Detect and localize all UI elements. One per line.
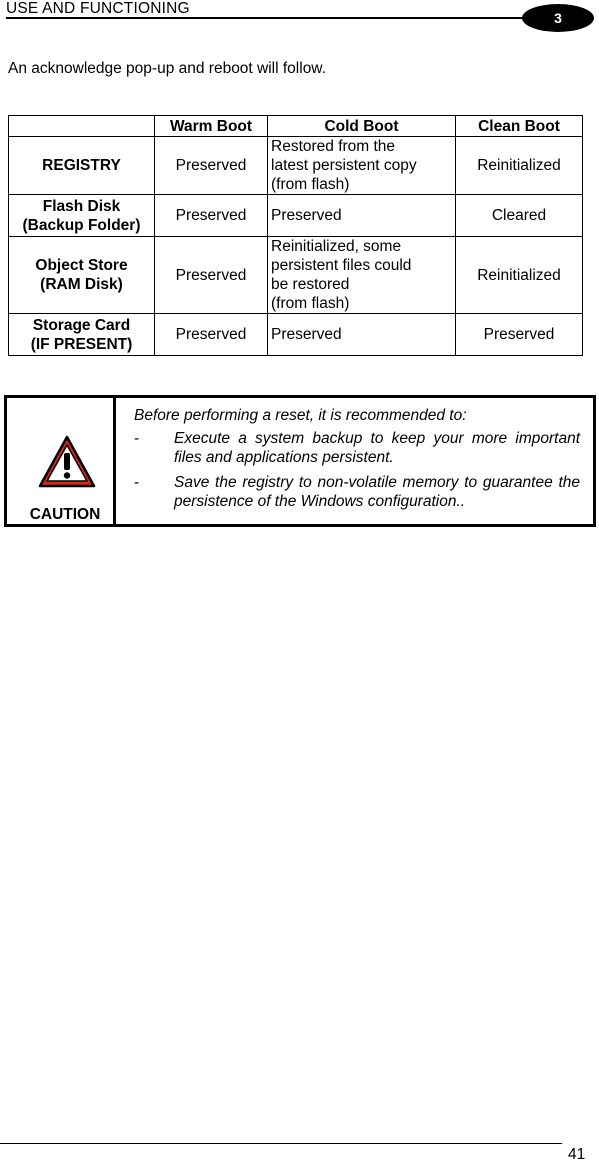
warm-boot-cell: Preserved xyxy=(155,237,268,314)
header-title: USE AND FUNCTIONING xyxy=(6,0,190,17)
list-item xyxy=(134,429,580,467)
table-row xyxy=(9,237,583,314)
cold-boot-cell: Restored from the latest persistent copy (from flash) xyxy=(268,137,456,195)
warm-boot-cell: Preserved xyxy=(155,314,268,356)
row-label: Storage Card (IF PRESENT) xyxy=(9,314,155,356)
table-row xyxy=(9,314,583,356)
warm-boot-cell: Preserved xyxy=(155,195,268,237)
list-item xyxy=(134,473,580,511)
intro-text: An acknowledge pop-up and reboot will follow. xyxy=(8,60,326,77)
cold-boot-cell: Preserved xyxy=(268,314,456,356)
caution-divider xyxy=(113,398,116,527)
row-label: REGISTRY xyxy=(9,137,155,195)
caution-label: CAUTION xyxy=(29,506,101,523)
list-item-text: Execute a system backup to keep your more important files and applications persistent. xyxy=(174,430,580,466)
column-header: Clean Boot xyxy=(456,116,583,137)
caution-text xyxy=(134,406,580,517)
clean-boot-cell: Preserved xyxy=(456,314,583,356)
clean-boot-cell: Cleared xyxy=(456,195,583,237)
caution-box xyxy=(4,395,596,527)
column-header xyxy=(9,116,155,137)
footer-rule xyxy=(0,1143,562,1144)
column-header: Warm Boot xyxy=(155,116,268,137)
row-label: Flash Disk (Backup Folder) xyxy=(9,195,155,237)
chapter-badge: 3 xyxy=(522,4,594,32)
cold-boot-cell: Preserved xyxy=(268,195,456,237)
list-item-text: Save the registry to non-volatile memory to guarantee the persistence of the Windows configuration.. xyxy=(174,474,580,510)
warm-boot-cell: Preserved xyxy=(155,137,268,195)
warning-triangle-icon xyxy=(37,434,97,490)
page-number: 41 xyxy=(568,1146,586,1163)
list-bullet: - xyxy=(134,430,140,447)
caution-intro: Before performing a reset, it is recommended to: xyxy=(134,407,467,424)
table-row xyxy=(9,137,583,195)
table-header-row xyxy=(9,116,583,137)
header-rule xyxy=(6,17,536,19)
clean-boot-cell: Reinitialized xyxy=(456,237,583,314)
row-label: Object Store (RAM Disk) xyxy=(9,237,155,314)
boot-comparison-table xyxy=(8,115,583,356)
column-header: Cold Boot xyxy=(268,116,456,137)
clean-boot-cell: Reinitialized xyxy=(456,137,583,195)
table-row xyxy=(9,195,583,237)
cold-boot-cell: Reinitialized, some persistent files could be restored (from flash) xyxy=(268,237,456,314)
list-bullet: - xyxy=(134,474,140,491)
